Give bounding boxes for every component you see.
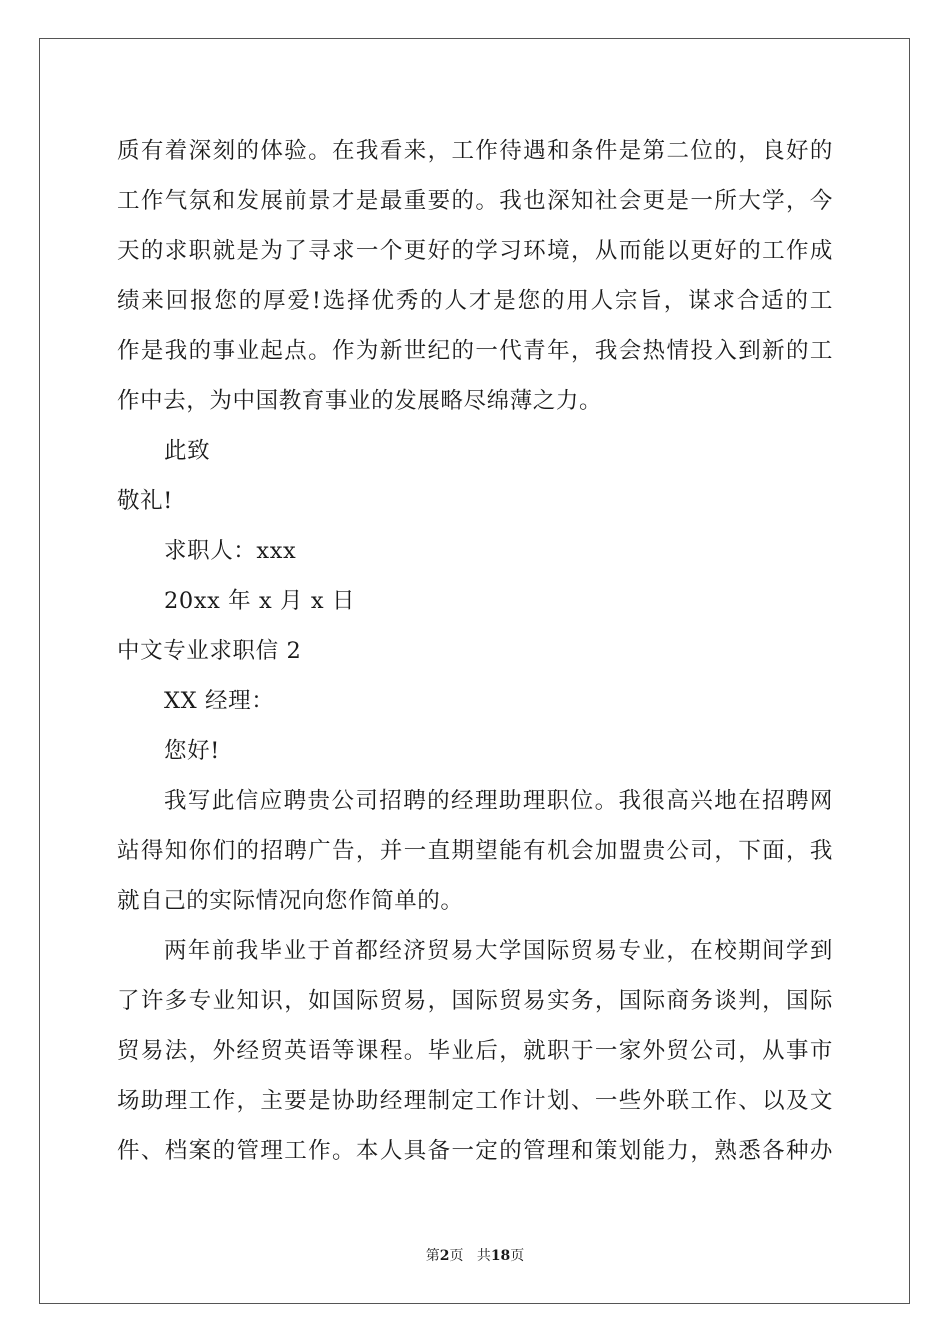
page-total: 18	[490, 1248, 511, 1264]
text-line: 就自己的实际情况向您作简单的。	[117, 888, 464, 914]
text-line: 了许多专业知识，如国际贸易，国际贸易实务，国际商务谈判，国际	[117, 988, 833, 1014]
text-line: 我写此信应聘贵公司招聘的经理助理职位。我很高兴地在招聘网	[164, 788, 833, 814]
text-line: 件、档案的管理工作。本人具备一定的管理和策划能力，熟悉各种办	[117, 1138, 833, 1164]
text-line: 天的求职就是为了寻求一个更好的学习环境，从而能以更好的工作成	[117, 238, 833, 264]
text-line: 贸易法，外经贸英语等课程。毕业后，就职于一家外贸公司，从事市	[117, 1038, 833, 1064]
text-line: 工作气氛和发展前景才是最重要的。我也深知社会更是一所大学，今	[117, 188, 833, 214]
page-number: 2	[439, 1248, 450, 1264]
greeting: 您好!	[164, 738, 220, 764]
page-suffix: 页	[449, 1248, 464, 1264]
total-prefix: 共	[476, 1248, 491, 1264]
page-footer	[0, 1245, 950, 1265]
applicant-signature: 求职人：xxx	[164, 538, 297, 564]
text-line: 质有着深刻的体验。在我看来，工作待遇和条件是第二位的，良好的	[117, 138, 833, 164]
text-line: 作中去，为中国教育事业的发展略尽绵薄之力。	[117, 388, 603, 414]
letter-date: 20xx 年 x 月 x 日	[164, 588, 356, 614]
salutation-closing: 此致	[164, 438, 211, 464]
salutation-respect: 敬礼!	[117, 488, 173, 514]
section-title: 中文专业求职信 2	[117, 638, 302, 664]
total-suffix: 页	[510, 1248, 525, 1264]
text-line: 场助理工作，主要是协助经理制定工作计划、一些外联工作、以及文	[117, 1088, 833, 1114]
recipient-greeting: XX 经理：	[164, 688, 275, 714]
text-line: 站得知你们的招聘广告，并一直期望能有机会加盟贵公司，下面，我	[117, 838, 833, 864]
page-prefix: 第	[425, 1248, 440, 1264]
text-line: 绩来回报您的厚爱!选择优秀的人才是您的用人宗旨，谋求合适的工	[117, 288, 833, 314]
document-body	[117, 126, 833, 1176]
text-line: 作是我的事业起点。作为新世纪的一代青年，我会热情投入到新的工	[117, 338, 833, 364]
text-line: 两年前我毕业于首都经济贸易大学国际贸易专业，在校期间学到	[164, 938, 833, 964]
